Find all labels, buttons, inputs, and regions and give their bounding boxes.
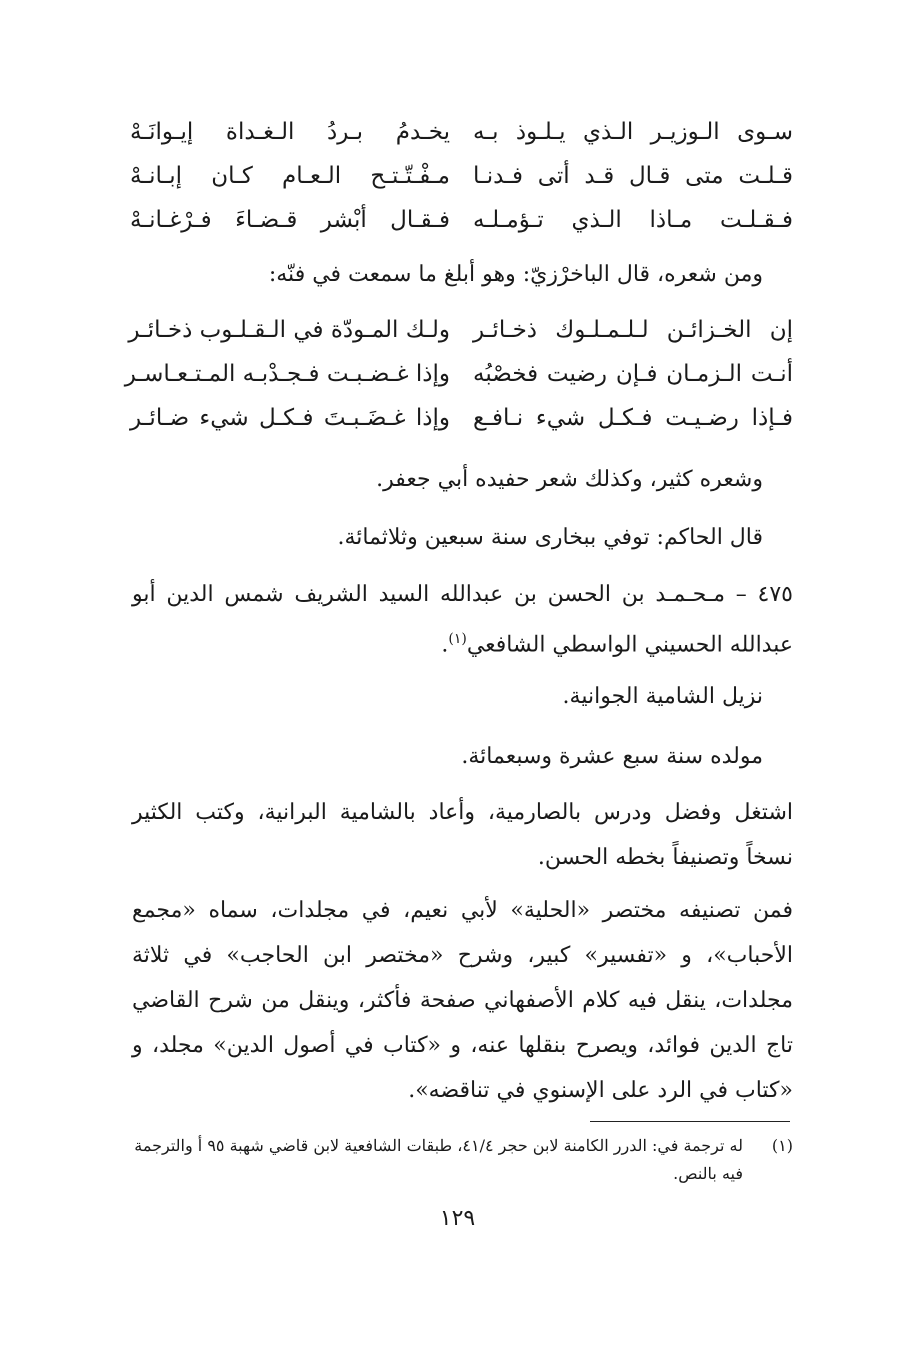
verse-second-hemistich: يخـدمُ بـردُ الـغـداة إيـوانَـهْ: [130, 119, 450, 145]
verse-second-hemistich: ولـك المـودّة في الـقـلـوب ذخـائـر: [128, 317, 450, 343]
verse-line: [130, 154, 793, 198]
verse-second-hemistich: فـقـال أبْشر قـضـاءَ فـرْغـانـهْ: [130, 207, 450, 233]
verse-second-hemistich: وإذا غـضَـبـتَ فـكـل شيء ضـائـر: [130, 405, 450, 431]
verse-second-hemistich: وإذا غـضـبـت فـجـدْبـه المـتـعـاسـر: [124, 361, 450, 387]
verse-line: [130, 198, 793, 242]
verse-first-hemistich: إن الخـزائـن لـلـمـلـوك ذخـائـر: [473, 317, 793, 343]
verse-first-hemistich: أنـت الـزمـان فـإن رضيت فخصْبُه: [473, 361, 793, 387]
poem-block-2: [124, 308, 793, 440]
footnote: [130, 1132, 793, 1188]
verse-first-hemistich: قـلـت متى قـال قـد أتى فـدنـا: [473, 163, 793, 189]
entry-heading: [132, 572, 793, 667]
verse-line: [130, 308, 793, 352]
entry-heading-text: ٤٧٥ – مـحـمـد بن الحسن بن عبدالله السيد الشريف شمس الدين أبو عبدالله الحسيني الواسطي الشافعي: [132, 582, 793, 658]
footnote-number: (١): [771, 1136, 793, 1155]
verse-first-hemistich: فـإذا رضـيـت فـكـل شيء نـافـع: [473, 405, 793, 431]
verse-line: [130, 110, 793, 154]
paragraph-tasnif: فمن تصنيفه مختصر «الحلية» لأبي نعيم، في مجلدات، سماه «مجمع الأحباب»، و «تفسير» كبير، وشرح «مختصر ابن الحاجب» في ثلاثة مجلدات، ينقل فيه كلام الأصفهاني صفحة فأكثر، وينقل من شرح القاضي تاج الدين فوائد، ويصرح بنقلها عنه، و «كتاب في أصول الدين» مجلد، و «كتاب في الرد على الإسنوي في تناقضه».: [132, 898, 793, 1103]
page-number: ١٢٩: [439, 1206, 476, 1231]
paragraph-intro: ومن شعره، قال الباخرْزيّ: وهو أبلغ ما سمعت في فنّه:: [268, 262, 763, 287]
verse-first-hemistich: سـوى الـوزيـر الـذي يـلـوذ بـه: [473, 119, 793, 145]
footnote-text: له ترجمة في: الدرر الكامنة لابن حجر ٤١/٤، طبقات الشافعية لابن قاضي شهبة ٩٥ أ والترجمة فيه بالنص.: [134, 1136, 743, 1183]
verse-line: [130, 396, 793, 440]
verse-second-hemistich: مـفْـتّـتـح الـعـام كـان إبـانـهْ: [130, 163, 450, 189]
poem-block-1: [130, 110, 793, 242]
paragraph-hakim: قال الحاكم: توفي ببخارى سنة سبعين وثلاثمائة.: [337, 525, 763, 550]
footnote-reference: (١): [448, 631, 467, 647]
verse-line: [124, 352, 793, 396]
paragraph-ishtaghal: اشتغل وفضل ودرس بالصارمية، وأعاد بالشامية البرانية، وكتب الكثير نسخاً وتصنيفاً بخطه الحسن.: [132, 800, 793, 870]
paragraph-shiruh: وشعره كثير، وكذلك شعر حفيده أبي جعفر.: [376, 467, 763, 492]
verse-first-hemistich: فـقـلـت مـاذا الـذي تـؤمـلـه: [473, 207, 793, 233]
footnote-separator: [590, 1121, 790, 1122]
entry-heading-end: .: [441, 632, 449, 658]
paragraph-nazil: نزيل الشامية الجوانية.: [562, 684, 763, 709]
paragraph-mawlid: مولده سنة سبع عشرة وسبعمائة.: [461, 744, 763, 769]
